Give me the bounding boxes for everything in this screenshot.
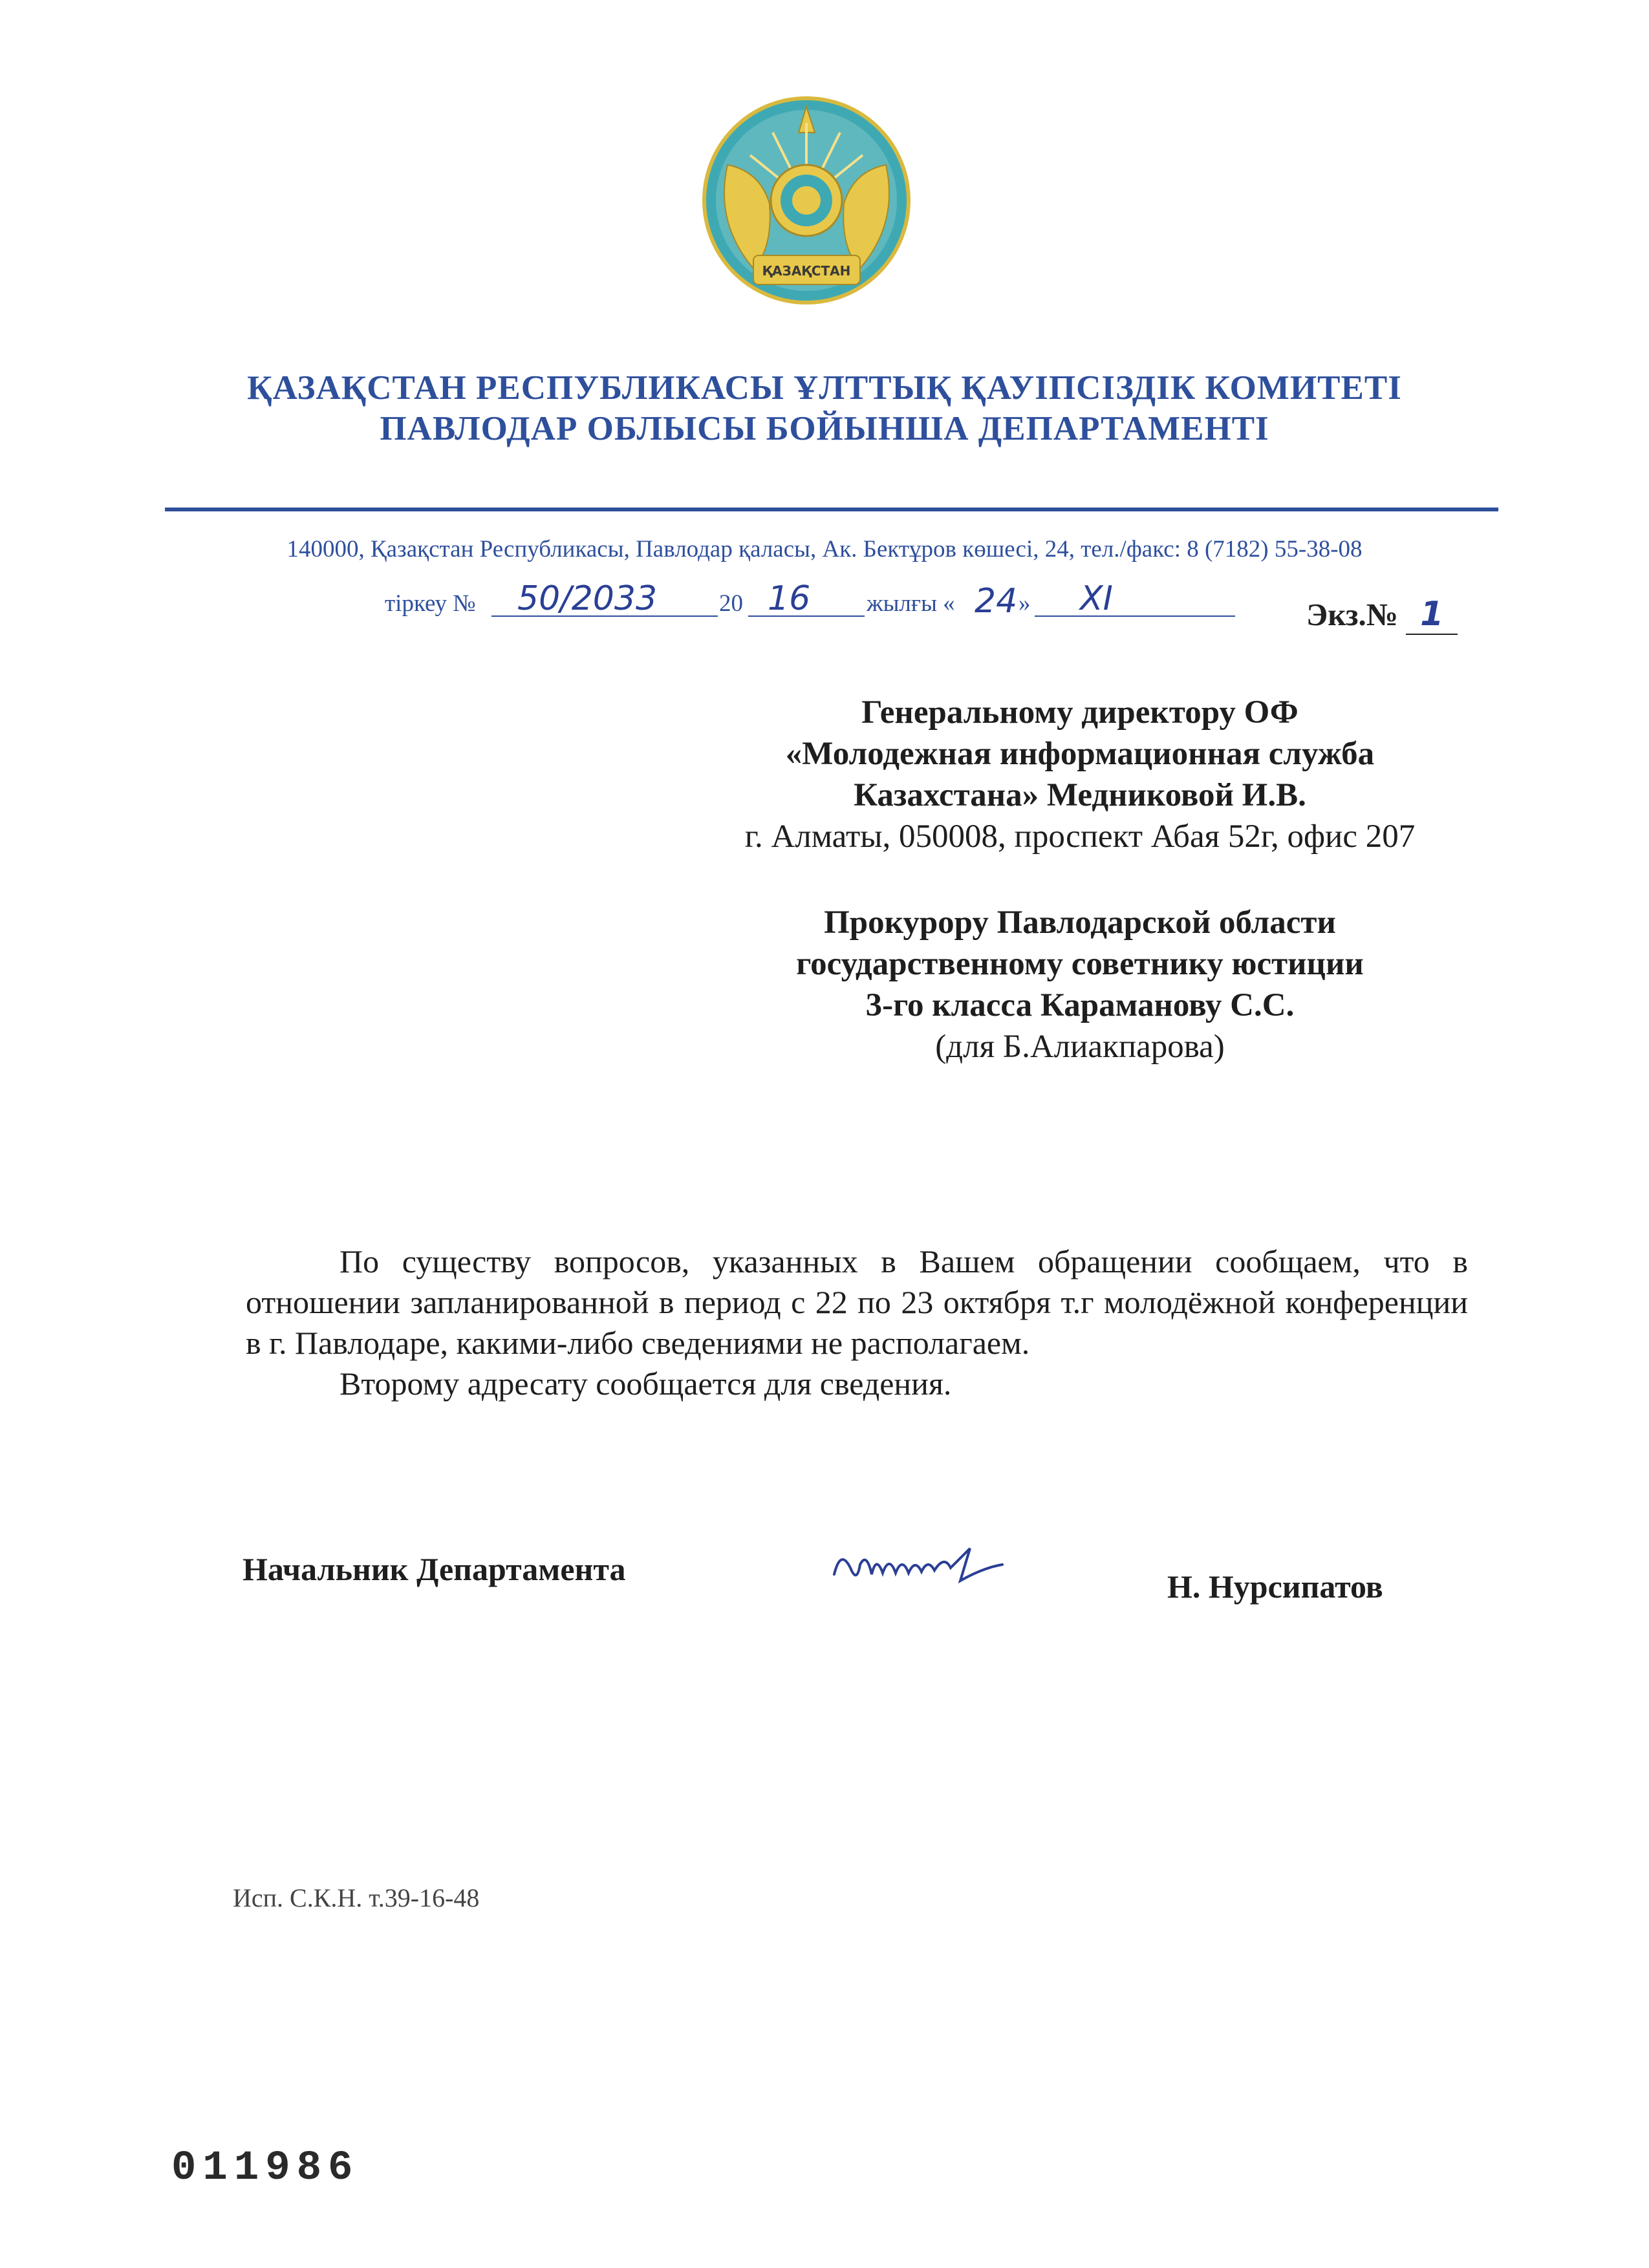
handwritten-signature bbox=[821, 1529, 1015, 1607]
header-divider bbox=[165, 508, 1498, 511]
emblem-inscription: ҚАЗАҚСТАН bbox=[762, 263, 851, 279]
body-paragraph-2: Второму адресату сообщается для сведения. bbox=[339, 1365, 952, 1402]
registration-number-value: 50/2033 bbox=[517, 579, 658, 618]
addressee-1-line2: «Молодежная информационная служба bbox=[785, 736, 1375, 772]
month-field bbox=[1035, 579, 1235, 618]
copy-number-label: Экз.№ bbox=[1306, 597, 1398, 632]
registration-number-label: тіркеу № bbox=[385, 590, 476, 617]
registration-line bbox=[385, 579, 1277, 622]
document-serial-number: 011986 bbox=[171, 2145, 360, 2192]
copy-number bbox=[1306, 595, 1474, 647]
addressee-2-line3: 3-го класса Караманову С.С. bbox=[865, 987, 1295, 1023]
state-emblem bbox=[702, 94, 912, 307]
addressee-2 bbox=[660, 902, 1500, 1067]
addressee-1-line1: Генеральному директору ОФ bbox=[861, 694, 1299, 731]
registration-number-field bbox=[491, 579, 718, 618]
copy-number-value: 1 bbox=[1406, 595, 1458, 635]
addressee-1-line3: Казахстана» Медниковой И.В. bbox=[854, 777, 1306, 813]
org-title-line1: ҚАЗАҚСТАН РЕСПУБЛИКАСЫ ҰЛТТЫҚ ҚАУІПСІЗДІК КОМИТЕТІ bbox=[247, 369, 1402, 407]
day-value: 24 bbox=[975, 582, 1018, 621]
year-field bbox=[748, 579, 865, 618]
date-label: жылғы « bbox=[867, 590, 955, 617]
addressee-2-line1: Прокурору Павлодарской области bbox=[824, 904, 1336, 941]
org-address: 140000, Қазақстан Республикасы, Павлодар қаласы, Ак. Бектұров көшесі, 24, тел./факс: 8 (7182) 55-38-08 bbox=[286, 536, 1363, 562]
addressee-2-line2: государственному советнику юстиции bbox=[796, 946, 1364, 982]
year-value: 16 bbox=[768, 579, 811, 618]
body-paragraph-1: По существу вопросов, указанных в Вашем обращении сообщаем, что в отношении запланированной в период с 22 по 23 октября т.г молодёжной конференции в г. Павлодаре, какими-либо сведениями не располагаем. bbox=[246, 1243, 1468, 1361]
day-close-quote: » bbox=[1018, 590, 1031, 617]
year-prefix-label: 20 bbox=[719, 590, 743, 617]
month-value: XI bbox=[1080, 579, 1113, 618]
addressee-2-note: (для Б.Алиакпарова) bbox=[935, 1029, 1225, 1065]
letter-body bbox=[246, 1241, 1468, 1404]
signatory-position: Начальник Департамента bbox=[242, 1551, 626, 1587]
signatory-name: Н. Нурсипатов bbox=[1167, 1568, 1383, 1605]
org-title-line2: ПАВЛОДАР ОБЛЫСЫ БОЙЫНША ДЕПАРТАМЕНТІ bbox=[380, 410, 1269, 447]
addressee-1-address: г. Алматы, 050008, проспект Абая 52г, офис 207 bbox=[744, 818, 1416, 855]
executor-info: Исп. С.К.Н. т.39-16-48 bbox=[233, 1883, 480, 1912]
addressee-1 bbox=[660, 692, 1500, 857]
